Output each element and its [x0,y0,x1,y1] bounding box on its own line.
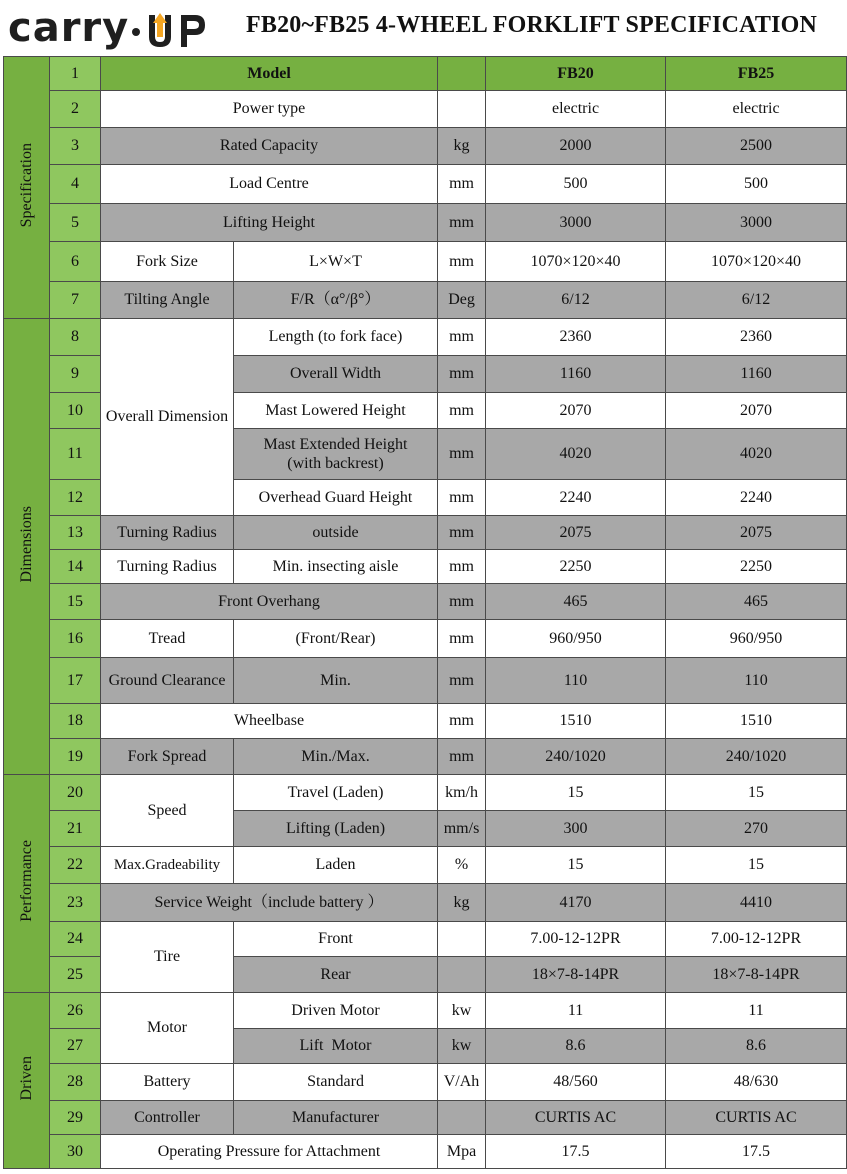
unit-cell: mm [438,393,486,429]
fb20-value: electric [486,91,666,128]
fb25-value: 2070 [666,393,847,429]
row-number: 22 [50,847,101,884]
table-row [4,620,847,658]
fb20-value: 2075 [486,516,666,550]
item-sublabel: Travel (Laden) [234,775,438,811]
item-label: Ground Clearance [101,658,234,704]
table-row [4,165,847,204]
item-label: Turning Radius [101,550,234,584]
fb25-value: 110 [666,658,847,704]
table-row [4,242,847,282]
item-label: Rated Capacity [101,128,438,165]
unit-cell: kw [438,993,486,1029]
row-number: 25 [50,957,101,993]
fb20-value: 1510 [486,704,666,739]
item-sublabel: (Front/Rear) [234,620,438,658]
item-label: Speed [101,775,234,847]
item-sublabel: Manufacturer [234,1101,438,1135]
fb20-value: 6/12 [486,282,666,319]
table-row [4,884,847,922]
unit-cell: Deg [438,282,486,319]
fb20-value: 110 [486,658,666,704]
fb25-value: 1160 [666,356,847,393]
item-label: Controller [101,1101,234,1135]
row-number: 2 [50,91,101,128]
fb25-value: 2075 [666,516,847,550]
fb25-value: 2240 [666,480,847,516]
logo-text-left: carry [8,5,130,51]
table-row [4,91,847,128]
fb20-value: 2000 [486,128,666,165]
item-label: Service Weight（include battery ） [101,884,438,922]
fb20-value: 15 [486,775,666,811]
unit-cell: mm [438,704,486,739]
unit-cell [438,1101,486,1135]
section-performance: Performance [4,775,50,993]
unit-cell: mm [438,204,486,242]
item-sublabel: Front [234,922,438,957]
row-number: 29 [50,1101,101,1135]
fb25-value: 465 [666,584,847,620]
fb25-value: 6/12 [666,282,847,319]
item-label: Motor [101,993,234,1064]
item-sublabel: L×W×T [234,242,438,282]
item-label: Tilting Angle [101,282,234,319]
fb25-value: 2250 [666,550,847,584]
unit-cell: V/Ah [438,1064,486,1101]
section-driven: Driven [4,993,50,1169]
item-label: Load Centre [101,165,438,204]
item-sublabel: Rear [234,957,438,993]
table-row [4,658,847,704]
fb25-value: 18×7-8-14PR [666,957,847,993]
fb25-value: 960/950 [666,620,847,658]
unit-cell [438,957,486,993]
fb20-value: 3000 [486,204,666,242]
table-row [4,584,847,620]
unit-cell: mm [438,516,486,550]
fb20-value: 2070 [486,393,666,429]
fb25-value: 1510 [666,704,847,739]
fb20-value: 1070×120×40 [486,242,666,282]
fb25-value: 240/1020 [666,739,847,775]
item-sublabel: Overall Width [234,356,438,393]
row-number: 18 [50,704,101,739]
table-row [4,319,847,356]
fb20-value: 2240 [486,480,666,516]
table-row [4,847,847,884]
table-row [4,993,847,1029]
row-number: 5 [50,204,101,242]
unit-cell: mm [438,550,486,584]
item-sublabel: Min. insecting aisle [234,550,438,584]
unit-cell: % [438,847,486,884]
item-sublabel: Driven Motor [234,993,438,1029]
unit-cell: mm [438,620,486,658]
item-label: Front Overhang [101,584,438,620]
fb20-value: 465 [486,584,666,620]
logo-dot-icon [131,8,141,48]
item-sublabel: Mast Extended Height (with backrest) [234,429,438,480]
unit-cell: kg [438,884,486,922]
fb20-value: 17.5 [486,1135,666,1169]
item-label: Tread [101,620,234,658]
row-number: 8 [50,319,101,356]
header-fb20: FB20 [486,57,666,91]
item-sublabel: Laden [234,847,438,884]
table-row [4,739,847,775]
row-number: 7 [50,282,101,319]
unit-cell: mm [438,319,486,356]
item-label: Tire [101,922,234,993]
table-row [4,704,847,739]
table-row [4,282,847,319]
row-number: 17 [50,658,101,704]
item-sublabel: Mast Lowered Height [234,393,438,429]
unit-cell: mm [438,739,486,775]
fb25-value: 15 [666,847,847,884]
fb20-value: 4170 [486,884,666,922]
table-row [4,516,847,550]
fb25-value: 1070×120×40 [666,242,847,282]
fb20-value: 48/560 [486,1064,666,1101]
unit-cell: mm [438,165,486,204]
section-specification: Specification [4,57,50,319]
item-label: Fork Size [101,242,234,282]
fb25-value: 7.00-12-12PR [666,922,847,957]
page-title: FB20~FB25 4-WHEEL FORKLIFT SPECIFICATION [246,12,818,38]
row-number: 24 [50,922,101,957]
fb20-value: 300 [486,811,666,847]
fb25-value: 3000 [666,204,847,242]
item-sublabel: Standard [234,1064,438,1101]
unit-cell: mm/s [438,811,486,847]
fb25-value: 270 [666,811,847,847]
row-number: 15 [50,584,101,620]
unit-cell: mm [438,584,486,620]
fb20-value: CURTIS AC [486,1101,666,1135]
unit-cell: mm [438,658,486,704]
table-row [4,1064,847,1101]
item-label: Power type [101,91,438,128]
page-header [0,0,847,56]
item-label: Battery [101,1064,234,1101]
table-row [4,204,847,242]
fb25-value: 2500 [666,128,847,165]
row-number: 23 [50,884,101,922]
row-number: 19 [50,739,101,775]
header-unit [438,57,486,91]
item-sublabel: Min. [234,658,438,704]
fb25-value: 4410 [666,884,847,922]
row-number: 1 [50,57,101,91]
fb25-value: 48/630 [666,1064,847,1101]
row-number: 12 [50,480,101,516]
fb25-value: 15 [666,775,847,811]
table-row [4,128,847,165]
logo-p-icon [179,7,207,49]
row-number: 13 [50,516,101,550]
fb20-value: 1160 [486,356,666,393]
fb25-value: 8.6 [666,1029,847,1064]
table-row [4,57,847,91]
row-number: 9 [50,356,101,393]
row-number: 26 [50,993,101,1029]
fb20-value: 11 [486,993,666,1029]
table-row [4,775,847,811]
unit-cell: km/h [438,775,486,811]
fb20-value: 2250 [486,550,666,584]
unit-cell [438,91,486,128]
table-row [4,1135,847,1169]
row-number: 20 [50,775,101,811]
fb20-value: 18×7-8-14PR [486,957,666,993]
fb20-value: 4020 [486,429,666,480]
fb25-value: 500 [666,165,847,204]
table-row [4,550,847,584]
fb25-value: CURTIS AC [666,1101,847,1135]
brand-logo [8,4,209,52]
row-number: 30 [50,1135,101,1169]
item-label: Lifting Height [101,204,438,242]
table-row [4,1101,847,1135]
row-number: 3 [50,128,101,165]
fb20-value: 240/1020 [486,739,666,775]
item-label: Max.Gradeability [101,847,234,884]
unit-cell: mm [438,242,486,282]
header-model: Model [101,57,438,91]
unit-cell: mm [438,356,486,393]
fb20-value: 2360 [486,319,666,356]
fb20-value: 960/950 [486,620,666,658]
table-row [4,922,847,957]
item-label: Turning Radius [101,516,234,550]
item-sublabel: Min./Max. [234,739,438,775]
unit-cell: mm [438,429,486,480]
section-dimensions: Dimensions [4,319,50,775]
item-label: Overall Dimension [101,319,234,516]
item-sublabel: Lifting (Laden) [234,811,438,847]
fb20-value: 7.00-12-12PR [486,922,666,957]
unit-cell: kg [438,128,486,165]
item-label: Wheelbase [101,704,438,739]
item-label: Operating Pressure for Attachment [101,1135,438,1169]
up-arrow-icon [145,7,175,49]
fb20-value: 500 [486,165,666,204]
spec-table [3,56,847,1169]
fb25-value: 2360 [666,319,847,356]
item-label: Fork Spread [101,739,234,775]
item-sublabel: outside [234,516,438,550]
row-number: 10 [50,393,101,429]
header-fb25: FB25 [666,57,847,91]
fb25-value: 11 [666,993,847,1029]
unit-cell: kw [438,1029,486,1064]
fb25-value: 17.5 [666,1135,847,1169]
row-number: 21 [50,811,101,847]
fb25-value: 4020 [666,429,847,480]
item-sublabel: Overhead Guard Height [234,480,438,516]
row-number: 27 [50,1029,101,1064]
row-number: 6 [50,242,101,282]
fb20-value: 15 [486,847,666,884]
row-number: 14 [50,550,101,584]
item-sublabel: Lift Motor [234,1029,438,1064]
fb20-value: 8.6 [486,1029,666,1064]
row-number: 28 [50,1064,101,1101]
unit-cell: mm [438,480,486,516]
item-sublabel: F/R（α°/β°） [234,282,438,319]
row-number: 11 [50,429,101,480]
unit-cell: Mpa [438,1135,486,1169]
item-sublabel: Length (to fork face) [234,319,438,356]
fb25-value: electric [666,91,847,128]
row-number: 16 [50,620,101,658]
unit-cell [438,922,486,957]
row-number: 4 [50,165,101,204]
